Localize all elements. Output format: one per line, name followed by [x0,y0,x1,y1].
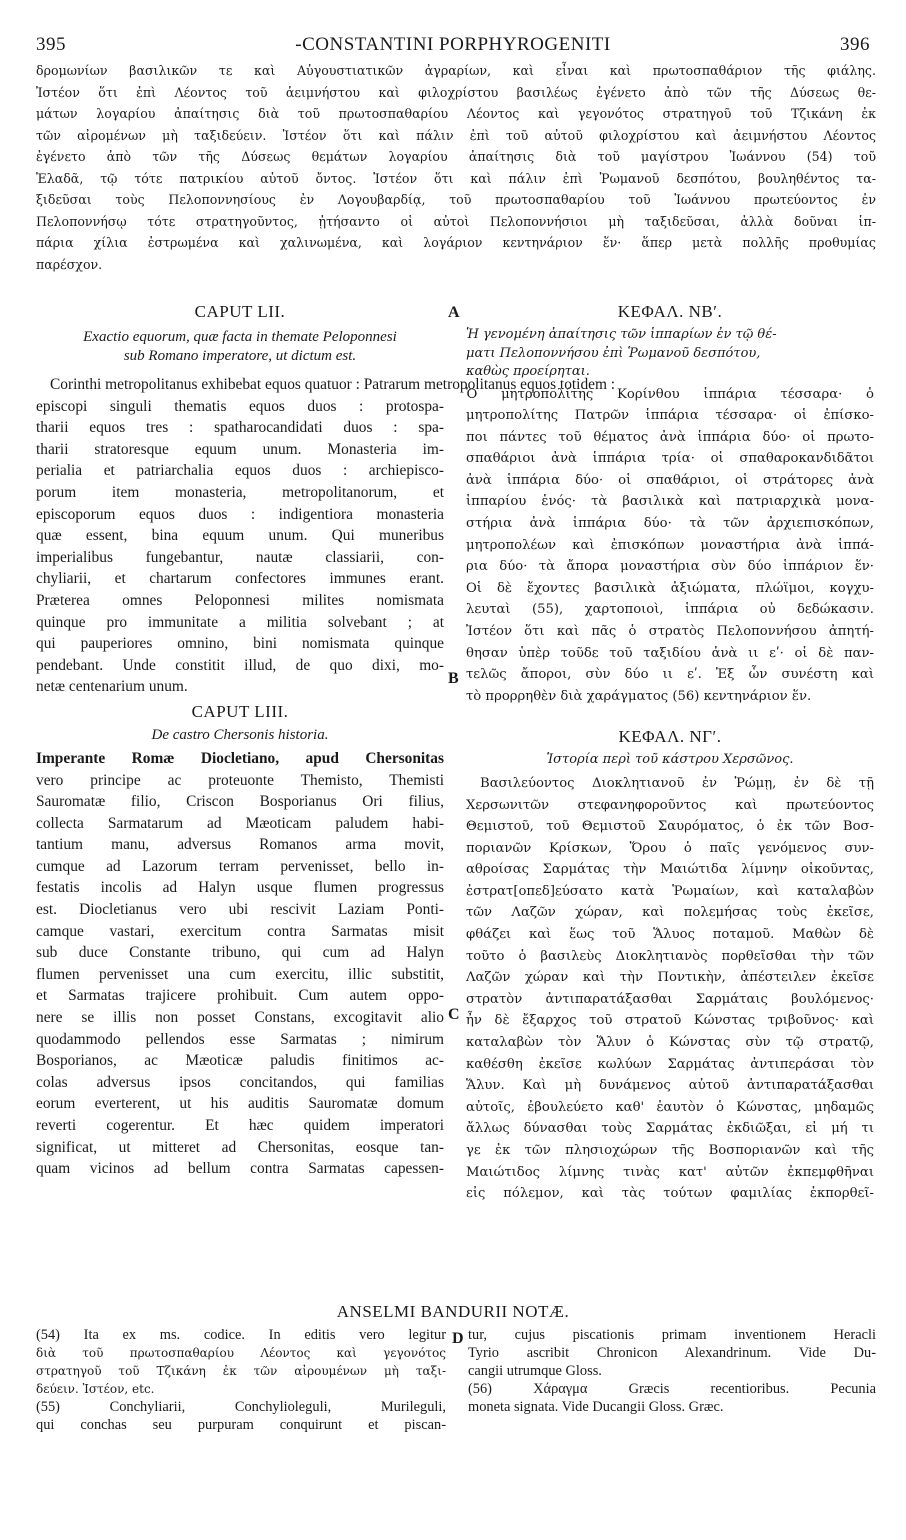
text-line: λευταὶ (55), χαρτοποιοὶ, ἱππάρια οὐ δεδώκασιν. [466,602,874,618]
text-line: episcoporum equos duos : indigentiora monasteria [36,505,444,523]
text-line: ἐγένετο ἀπὸ τῶν τῆς Δύσεως θεμάτων λογαρίου ἀπαίτησις διὰ τοῦ μαγίστρου Ἰωάννου (54) τοῦ [36,149,876,164]
footnote-line: moneta signata. Vide Ducangii Gloss. Græc. [468,1399,724,1415]
chapter-subtitle [36,328,444,366]
text-line: εἰς πόλεμον, καὶ τὰς τούτων φαμιλίας ἐκπορθεῖ- [466,1186,874,1202]
footnote-line: στρατηγοῦ τοῦ Τζικάνη ἐκ τῶν αἰρουμένων μὴ ταξι- [36,1364,446,1378]
subtitle-line: sub Romano imperatore, ut dictum est. [123,348,357,364]
chapter-subtitle: Ἱστορία περὶ τοῦ κάστρου Χερσῶνος. [546,752,794,768]
text-line: sub duce Constante tribuno, qui cum ad Halyn [36,944,444,962]
chapter-subtitle [466,326,874,382]
margin-letter-d: D [452,1330,464,1347]
text-line: colas adversus ipsos concitandos, qui familias [36,1073,444,1091]
text-line: μάτων λογαρίου ἀπαίτησις διὰ τοῦ πρωτοσπαθαρίου Λέοντος καὶ γεγονότος στρατηγοῦ τοῦ Τζικάνη ἐκ [36,106,876,121]
footnote-line: (54) Ita ex ms. codice. In editis vero legitur [36,1327,446,1343]
text-line: σπαθάριοι ἀνὰ ἱππάρια τρία· οἱ σπαθαροκανδιδᾶτοι [466,451,874,467]
footnotes-right [468,1326,876,1416]
text-line: Sauromatæ filio, Criscon Bosporianus Ori filius, [36,793,444,811]
text-line: significat, ut mitteret ad Chersonitas, eosque tan- [36,1138,444,1156]
text-line: Ὁ μητροπολίτης Κορίνθου ἱππάρια τέσσαρα· ὁ [466,386,874,402]
text-line: ἄλλως δύνασθαι τοὺς Σαρμάτας ἐκδιῶξαι, εἰ μή τι [466,1121,874,1137]
text-line: ἱππαρίου ἑνός· τὰ βασιλικὰ καὶ πατριαρχικὰ μονα- [466,494,874,510]
text-line: vero principe ac proteuonte Themisto, Themisti [36,771,444,789]
text-line: Præterea omnes Peloponnesi milites nomismata [36,591,444,609]
text-line: ἐστρατ[οπεδ]εύσατο κατὰ Ῥωμαίων, καὶ καταλαβὼν [466,883,874,899]
margin-letter-b: B [448,670,459,687]
text-line: Βασιλεύοντος Διοκλητιανοῦ ἐν Ῥώμῃ, ἐν δὲ τῇ [480,775,874,791]
text-line: φθάζει καὶ ἕως τοῦ Ἅλυος ποταμοῦ. Μαθὼν δὲ [466,927,874,943]
page-number-left: 395 [36,34,66,55]
text-line: chyliarii, et chartarum confectores immunes erant. [36,570,444,588]
text-line: παρέσχον. [36,256,103,272]
text-line: cumque ad Lazorum terram pervenisset, bello in- [36,857,444,875]
text-line: quodammodo pellendos esse Sarmatas ; nimirum [36,1030,444,1048]
chapter-body [36,748,444,1180]
text-line: ξιδεῦσαι τοὺς Πελοποννησίους ἐν Λογουβαρδίᾳ, τοῦ πρωτοσπαθαρίου τοῦ Ἰωάννου πρωτεύοντος ἐν [36,192,876,207]
subtitle-line: ματι Πελοποννήσου ἐπὶ Ῥωμανοῦ δεσπότου, [466,345,761,361]
text-line: ποι πάντες τοῦ θέματος ἀνὰ ἱππάρια δύο· οἱ πρωτο- [466,429,874,445]
footnote-line: (55) Conchyliarii, Conchylioleguli, Murileguli, [36,1399,446,1415]
running-head [36,34,870,58]
footnote-line: qui conchas seu purpuram conquirunt et piscan- [36,1417,446,1433]
text-line: ρια δύο· τὰ ἄπορα μοναστήρια σὺν δύο ἱππάριον ἕν· [466,559,874,575]
text-line: στρατὸν ἀντιπαρατάξασθαι Σαρμάταις βουλόμενος· [466,991,874,1007]
text-line: τῶν Λαζῶν χώραν, καὶ πολεμήσας τοὺς ἐκεῖσε, [466,905,874,921]
text-line: καθέσθη ἐκεῖσε κωλύων Σαρμάτας ἀντιπεράσαι τὸν [466,1056,874,1072]
text-line: τοῦτο ὁ βασιλεὺς Διοκλητιανὸς πορθεῖσθαι τὴν τῶν [466,948,874,964]
text-line: pendebant. Unde constitit illud, de quo dixi, mo- [36,656,444,674]
footnote-line: tur, cujus piscationis primam inventionem Heracli [468,1327,876,1343]
text-line: τῶν αἰρομένων μὴ ταξιδεύειν. Ἰστέον ὅτι καὶ πάλιν ἐπὶ τοῦ αὐτοῦ φιλοχρίστου καὶ ἀειμνήστου Λέοντος [36,127,876,143]
text-line: et Sarmatas trajicere prohibuit. Cum autem oppo- [36,987,444,1005]
text-line: ποριανῶν Κρίσκων, Ὅρου ὁ παῖς γενόμενος συν- [466,840,874,856]
text-line: collecta Sarmatarum ad Mæoticam paludem habi- [36,814,444,832]
chapter-heading: CAPUT LII. [194,302,286,321]
footnote-line: διὰ τοῦ πρωτοσπαθαρίου Λέοντος καὶ γεγονότος [36,1346,446,1360]
footnote-line: (56) Χάραγμα Græcis recentioribus. Pecunia [468,1381,876,1397]
text-line: quam vicinos ad bellum contra Sarmatas capessen- [36,1160,444,1178]
subtitle-line: καθὼς προείρηται. [466,364,590,379]
text-line: netæ centenarium unum. [36,678,188,696]
text-line: reverti cogerentur. Et hæc quidem imperatori [36,1117,444,1134]
text-line: Bosporianos, ac Mæoticæ paludis finitimos ac- [36,1052,444,1070]
greek-column [466,302,874,1205]
text-line: porum item monasteria, metropolitanorum, et [36,483,444,501]
text-line: Ἰστέον ὅτι καὶ πᾶς ὁ στρατὸς Πελοποννήσου ἀπητή- [466,624,874,640]
text-line: Θεμιστοῦ, τοῦ Θεμιστοῦ Σαυρόματος, ὁ ἐκ τῶν Βοσ- [466,819,874,835]
page-number-right: 396 [840,34,870,55]
text-line: tharii stratoresque equum unum. Monasteria im- [36,440,444,458]
footnote-line: Tyrio ascribit Chronicon Alexandrinum. Vide Du- [468,1345,876,1361]
text-line: episcopi singuli thematis equos duos : protospa- [36,397,444,415]
text-line: Ἅλυν. Καὶ μὴ δυνάμενος αὐτοῦ ἀντιπαρατάξασθαι [466,1078,874,1094]
full-width-greek-text [36,60,876,275]
chapter-heading: ΚΕΦΑΛ. ΝΒʹ. [617,302,723,321]
footnote-line: cangii utrumque Gloss. [468,1363,602,1379]
chapter-heading: CAPUT LIII. [191,701,289,721]
text-line: flumen pervenisset una cum exercitu, illic substitit, [36,965,444,983]
chapter-body [36,374,616,698]
chapter-heading: ΚΕΦΑΛ. ΝΓʹ. [618,727,722,747]
text-line: καταλαβὼν τὸν Ἅλυν ὁ Κώνστας σὺν τῷ στρατῷ, [466,1035,874,1051]
text-line: ἀνὰ ἱππάρια δύο· οἱ σπαθάριοι, οἱ στράτορες ἀνὰ [466,472,874,488]
notes-heading: ANSELMI BANDURII NOTÆ. [336,1302,570,1321]
text-line: imperialibus fungebantur, nautæ classiarii, con- [36,548,444,566]
text-line: camque vastari, exercitum contra Sarmatas misit [36,922,444,940]
subtitle-line: Exactio equorum, quæ facta in themate Peloponnesi [83,329,397,345]
text-line: est. Diocletianus vero ubi rescivit Laziam Ponti- [36,901,444,919]
chapter-body [466,773,874,1205]
running-title: -CONSTANTINI PORPHYROGENITI [295,34,611,55]
text-line: Ἐλαδᾶ, τῷ τότε πατρικίου αὐτοῦ ὄντος. Ἰστέον ὅτι καὶ πάλιν ἐπὶ Ῥωμανοῦ δεσπότου, βουληθέντος τα- [36,170,876,186]
text-line: festatis incolis ad Halyn usque flumen progressus [36,879,444,897]
text-line: θησαν ὑπὲρ τοῦδε τοῦ ταξιδίου ἀνὰ ιι εʹ· οἱ δὲ παν- [466,645,874,661]
margin-letter-c: C [448,1006,460,1023]
text-line: Χερσωνιτῶν στεφανηφοροῦντος καὶ πρωτεύοντος [466,797,874,813]
text-line: Imperante Romæ Diocletiano, apud Chersonitas [36,749,444,767]
text-line: τὸ προρρηθὲν διὰ χαράγματος (56) κεντηνάριον ἕν. [466,688,812,704]
text-line: μητροπολέων καὶ ἐπισκόπων μοναστήρια ἀνὰ ἱππά- [466,537,874,553]
text-line: αὐτοῖς, ἐβουλεύετο καθ' ἑαυτὸν ὁ Κώνστας, μηδαμῶς [466,1099,874,1115]
margin-letter-a: A [448,304,460,321]
chapter-body [466,384,874,708]
text-line: nere se illis non posset Constans, excogitavit alio [36,1009,444,1027]
text-line: Πελοποννήσῳ τότε στρατηγοῦντος, ᾐτήσαντο οἱ αὐτοὶ Πελοποννήσιοι μὴ ταξιδεῦσαι, ἀλλὰ δοῦναι ἱπ- [36,213,876,229]
text-line: quinque pro immunitate a militia solvebant ; at [36,613,444,631]
footnote-line: δεύειν. Ἰστέον, etc. [36,1382,155,1396]
text-line: αθροίσας Σαρμάτας τὴν Μαιώτιδα λίμνην οἰκοῦντας, [466,862,874,878]
text-line: tantium manu, adversus Romanos arma movit, [36,836,444,854]
text-line: qui pauperiores omnino, bini nomismata quinque [36,635,444,653]
text-line: eorum everterent, ut his auditis Sauromatæ domum [36,1095,444,1113]
text-line: Λαζῶν χώραν καὶ τὴν Ποντικὴν, ἀπέστειλεν ἐκεῖσε [466,970,874,986]
footnotes-left [36,1326,446,1434]
text-line: τελῶς ἄποροι, σὺν δύο ιι εʹ. Ἐξ ὧν συνέστη καὶ [466,667,874,683]
text-line: πάρια χίλια ἐστρωμένα καὶ χαλινωμένα, καὶ λογάριον κεντηνάριον ἕν· ἅπερ μετὰ πολλῆς προθυμίας [36,235,876,250]
text-line: tharii equos tres : spatharocandidati duos : spa- [36,419,444,437]
text-line: perialia et patriarchalia equos duos : archiepisco- [36,462,444,480]
text-line: Corinthi metropolitanus exhibebat equos quatuor : Patrarum metropolitanus equos totidem : [50,376,616,393]
text-line: δρομωνίων βασιλικῶν τε καὶ Αὐγουστιατικῶν ἀγραρίων, καὶ εἶναι καὶ πρωτοσπαθάριον τῆς φιάλης. [36,63,876,78]
subtitle-line: Ἡ γενομένη ἀπαίτησις τῶν ἱππαρίων ἐν τῷ θέ- [466,327,777,342]
chapter-subtitle: De castro Chersonis historia. [151,726,329,743]
text-line: στήρια ἀνὰ ἱππάρια δύο· τὰ τῶν ἀρχιεπισκόπων, [466,516,874,532]
text-line: Μαιώτιδος λίμνης τινὰς κατ' αὐτῶν ἐκπεμφθῆναι [466,1164,874,1180]
text-line: Οἱ δὲ ἔχοντες βασιλικὰ ἀξιώματα, πλώϊμοι, κογχυ- [466,580,874,596]
text-line: quæ essent, bina equum unum. Qui muneribus [36,527,444,545]
text-line: Ἰστέον ὅτι ἐπὶ Λέοντος τοῦ ἀειμνήστου καὶ φιλοχρίστου βασιλέως ἐγένετο ἀπὸ τῶν τῆς Δύσεως θε- [36,84,876,100]
text-line: γε ἐκ τῶν πλησιοχώρων τῆς Βοσποριανῶν καὶ τῆς [466,1143,874,1158]
text-line: ἦν δὲ ἔξαρχος τοῦ στρατοῦ Κώνστας τριβοῦνος· καὶ [466,1013,874,1029]
text-line: μητροπολίτης Πατρῶν ἱππάρια τέσσαρα· οἱ ἐπίσκο- [466,408,874,424]
